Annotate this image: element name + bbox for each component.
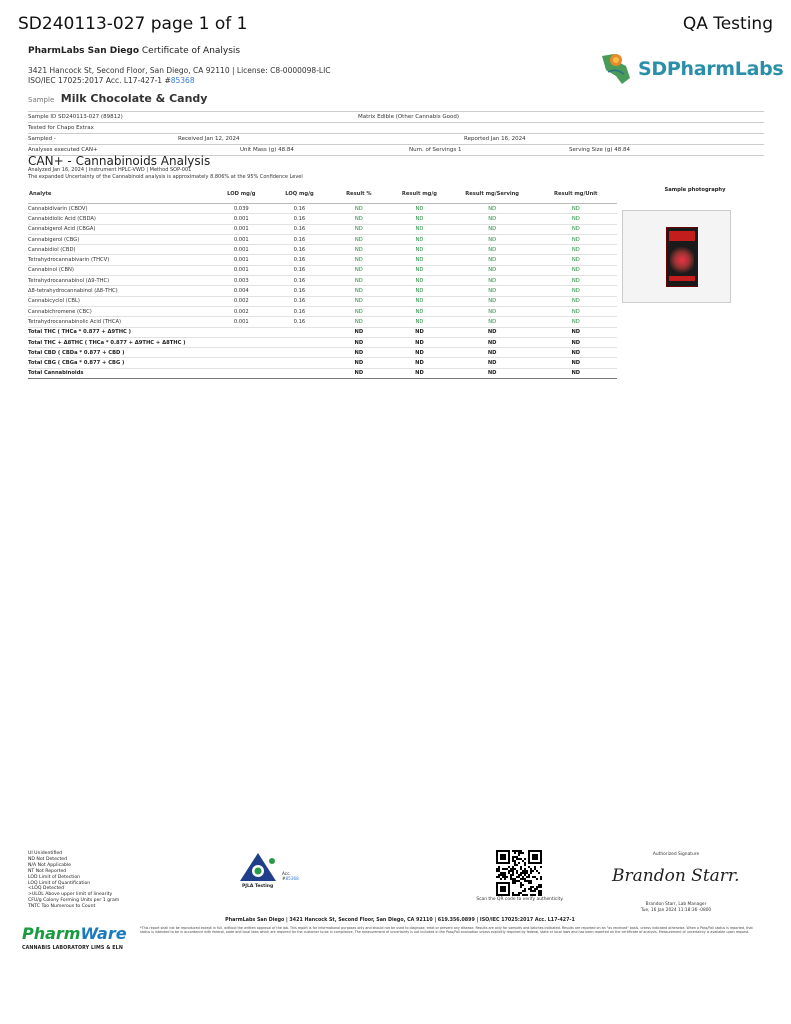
table-cell [270,327,328,337]
table-cell: ND [329,348,390,358]
table-cell: 0.16 [270,204,328,214]
table-cell: ND [389,337,450,347]
column-header: Result mg/g [389,185,450,204]
table-cell: ND [450,296,535,306]
signer-block [620,902,732,913]
table-cell: ND [329,224,390,234]
pharmware-logo [22,924,127,960]
table-cell [212,337,270,347]
analyte-name: Δ8-tetrahydrocannabinol (Δ8-THC) [28,286,212,296]
table-cell: ND [450,327,535,337]
table-cell: ND [389,358,450,368]
sample-metadata [28,111,764,156]
analyte-name: Cannabinol (CBN) [28,265,212,275]
lab-heading [28,46,240,56]
cannabinoids-table [28,185,617,379]
analyte-name: Cannabichromene (CBC) [28,306,212,316]
table-cell: ND [535,255,617,265]
pjla-logo [232,851,308,895]
table-cell: 0.001 [212,234,270,244]
total-name: Total Cannabinoids [28,368,212,378]
table-cell: ND [535,337,617,347]
table-cell: ND [329,255,390,265]
lab-name: PharmLabs San Diego [28,46,140,56]
table-cell: 0.16 [270,234,328,244]
table-cell: ND [450,214,535,224]
table-cell: 0.001 [212,214,270,224]
pjla-accreditation: Acc. #85368 [282,871,299,881]
analyte-name: Tetrahydrocannabinolic Acid (THCA) [28,317,212,327]
table-cell: 0.004 [212,286,270,296]
table-cell: 0.16 [270,306,328,316]
table-cell: ND [389,255,450,265]
table-cell: 0.001 [212,224,270,234]
table-cell: 0.001 [212,317,270,327]
table-row [28,214,617,224]
table-cell [212,348,270,358]
total-row [28,337,617,347]
table-cell: 0.001 [212,265,270,275]
lab-address: 3421 Hancock St, Second Floor, San Diego, CA 92110 | License: C8-0000098-LIC [28,66,331,75]
column-header: LOD mg/g [212,185,270,204]
table-cell: ND [450,276,535,286]
num-servings: Num. of Servings 1 [409,147,462,153]
received: Received Jan 12, 2024 [178,136,240,142]
table-cell: ND [389,348,450,358]
sample-label: Sample [28,96,55,104]
table-cell: ND [535,286,617,296]
table-row [28,234,617,244]
table-cell: ND [535,306,617,316]
table-row [28,276,617,286]
table-cell: 0.039 [212,204,270,214]
table-cell: ND [329,337,390,347]
legend-item: LOQ Limit of Quantification [28,880,91,886]
sdpharmlabs-logo [596,48,784,88]
table-cell: 0.16 [270,286,328,296]
table-row [28,317,617,327]
table-cell: ND [389,214,450,224]
table-cell: ND [329,245,390,255]
sample-name: Milk Chocolate & Candy [60,92,208,105]
table-cell: 0.16 [270,296,328,306]
table-cell: ND [450,224,535,234]
table-cell: ND [450,317,535,327]
table-cell: ND [535,296,617,306]
table-cell: ND [535,265,617,275]
legend-item: UI Unidentified [28,851,63,856]
product-box-image [666,227,698,287]
footer-disclaimer: *This report shall not be reproduced except in full, without the written approval of the lab. This report is for informational purposes only and should not be used to diagnose, treat or prevent any disease. Results are only for samples and batches indicated. Results are reported on an "as received" basis, unless indicated otherwise. When a Pass/Fail status is reported, that status is intended to be in accordance with federal, state and local laws which are required for the customer to be in compliance. The measurement of uncertainty is not included in the Pass/Fail evaluation unless explicitly required by federal, state or local laws and has been reported on the certificate of analysis. Measurement of uncertainty is available upon request. [140,926,753,934]
table-cell: 0.16 [270,245,328,255]
matrix: Matrix Edible (Other Cannabis Good) [358,114,460,120]
table-cell: ND [329,286,390,296]
table-cell: ND [389,286,450,296]
pjla-name: PJLA Testing [242,884,274,889]
table-cell: ND [450,255,535,265]
table-cell: ND [329,276,390,286]
table-cell: ND [535,276,617,286]
column-header: Result mg/Unit [535,185,617,204]
handwritten-signature: Brandon Starr. [612,866,740,886]
tested-for: Tested for Chapo Extrax [28,125,94,131]
table-cell: ND [389,317,450,327]
lab-address-block [28,66,331,86]
legend-item: LOD Limit of Detection [28,874,81,880]
table-cell: ND [389,276,450,286]
table-cell [270,348,328,358]
table-cell: ND [450,306,535,316]
pharmware-brand: PharmWare [22,924,127,943]
table-cell: ND [389,306,450,316]
california-leaf-icon [596,48,640,88]
column-header: LOQ mg/g [270,185,328,204]
table-cell: ND [329,306,390,316]
unit-mass: Unit Mass (g) 48.84 [240,147,294,153]
pjla-triangle-icon [232,851,282,885]
table-cell: 0.16 [270,224,328,234]
table-cell [270,358,328,368]
column-header: Result % [329,185,390,204]
table-cell: 0.16 [270,265,328,275]
total-row [28,327,617,337]
table-cell: ND [329,317,390,327]
table-cell [270,368,328,378]
table-cell: ND [450,368,535,378]
table-cell: ND [450,348,535,358]
coa-label: Certificate of Analysis [141,46,241,56]
analyte-name: Cannabicyclol (CBL) [28,296,212,306]
table-cell: ND [535,224,617,234]
table-cell: 0.16 [270,214,328,224]
table-cell: ND [389,327,450,337]
table-cell: ND [389,296,450,306]
total-row [28,368,617,378]
analyte-name: Cannabidiolic Acid (CBDA) [28,214,212,224]
total-row [28,348,617,358]
table-cell: ND [329,358,390,368]
table-cell: ND [329,204,390,214]
table-cell: 0.001 [212,255,270,265]
table-cell: 0.16 [270,255,328,265]
table-cell: ND [535,327,617,337]
analyte-name: Cannabigerol (CBG) [28,234,212,244]
table-cell: ND [450,245,535,255]
table-row [28,296,617,306]
qr-caption: Scan the QR code to verify authenticity. [476,897,564,902]
table-cell: ND [329,265,390,275]
table-cell: ND [535,234,617,244]
footer-address: PharmLabs San Diego | 3421 Hancock St, Second Floor, San Diego, CA 92110 | 619.356.0899 | ISO/IEC 17025:2017 Acc. L17-427-1 [225,918,575,923]
column-header: Result mg/Serving [450,185,535,204]
signer-name: Brandon Starr, Lab Manager [645,902,707,907]
legend-item: ND Not Detected [28,856,68,862]
table-cell: ND [389,368,450,378]
table-cell: ND [535,214,617,224]
logo-text: SDPharmLabs [638,58,784,80]
table-cell: ND [450,358,535,368]
sample-name-line [28,92,207,105]
table-cell: 0.16 [270,317,328,327]
total-row [28,358,617,368]
table-cell: ND [535,317,617,327]
table-row [28,224,617,234]
analyte-name: Cannabidiol (CBD) [28,245,212,255]
legend-item: N/A Not Applicable [28,862,71,868]
table-row [28,306,617,316]
analyte-name: Tetrahydrocannabivarin (THCV) [28,255,212,265]
table-cell: ND [450,265,535,275]
document-id: SD240113-027 page 1 of 1 [18,14,248,34]
table-cell: ND [329,214,390,224]
table-cell: ND [450,286,535,296]
table-row [28,255,617,265]
table-cell: ND [389,245,450,255]
sample-photo [622,210,731,303]
table-cell [212,368,270,378]
legend-item: <LOQ Detected [28,886,64,892]
table-row [28,286,617,296]
serving-size: Serving Size (g) 48.84 [569,147,630,153]
table-row [28,204,617,214]
table-cell: 0.16 [270,276,328,286]
legend-item: CFU/g Colony Forming Units per 1 gram [28,898,120,904]
table-row [28,245,617,255]
abbreviation-legend [28,851,119,910]
table-cell: ND [389,204,450,214]
analyses-executed: Analyses executed CAN+ [28,147,98,153]
table-cell: 0.003 [212,276,270,286]
table-cell: ND [329,327,390,337]
analysis-info: Analyzed Jan 16, 2024 | Instrument HPLC-VWD | Method SOP-001 [28,167,192,173]
legend-item: NT Not Reported [28,868,67,874]
table-cell: ND [535,204,617,214]
sample-id: Sample ID SD240113-027 (89812) [28,114,123,120]
qa-testing-label: QA Testing [682,14,773,34]
section-title: CAN+ - Cannabinoids Analysis [28,154,211,168]
iso-line: ISO/IEC 17025:2017 Acc. L17-427-1 #85368 [28,76,195,85]
table-cell: ND [535,348,617,358]
verification-qr-code[interactable] [496,850,542,896]
sample-photo-heading: Sample photography [664,187,726,193]
table-cell: ND [450,234,535,244]
total-name: Total THC ( THCa * 0.877 + Δ9THC ) [28,327,212,337]
table-cell [212,327,270,337]
uncertainty-note: The expanded Uncertainty of the Cannabinoid analysis is approximately 8.806% at the 95% Confidence Level [28,174,303,180]
section-subtitle [28,167,303,181]
analyte-name: Tetrahydrocannabinol (Δ9-THC) [28,276,212,286]
total-name: Total THC + Δ8THC ( THCa * 0.877 + Δ9THC + Δ8THC ) [28,337,212,347]
analyte-name: Cannabidivarin (CBDV) [28,204,212,214]
table-cell: 0.002 [212,296,270,306]
sampled: Sampled - [28,136,56,142]
reported: Reported Jan 16, 2024 [464,136,526,142]
table-cell: ND [450,204,535,214]
table-cell: ND [329,368,390,378]
table-cell: ND [535,368,617,378]
table-cell: ND [450,337,535,347]
table-cell [212,358,270,368]
table-cell: ND [389,234,450,244]
total-name: Total CBG ( CBGa * 0.877 + CBG ) [28,358,212,368]
table-cell: ND [535,245,617,255]
table-cell: 0.001 [212,245,270,255]
accreditation-link[interactable]: 85368 [170,76,195,85]
table-row [28,265,617,275]
analyte-name: Cannabigerol Acid (CBGA) [28,224,212,234]
signature-date: Tue, 16 Jan 2024 11:18:36 -0800 [640,907,712,913]
table-cell: 0.002 [212,306,270,316]
legend-item: >ULOL Above upper limit of linearity [28,892,113,898]
table-cell [270,337,328,347]
pharmware-tagline: CANNABIS LABORATORY LIMS & ELN [22,946,123,951]
table-cell: ND [535,358,617,368]
total-name: Total CBD ( CBDa * 0.877 + CBD ) [28,348,212,358]
legend-item: TNTC Too Numerous to Count [28,904,96,910]
table-cell: ND [329,234,390,244]
table-cell: ND [329,296,390,306]
authorized-signature-label: Authorized Signature [652,852,700,857]
column-header: Analyte [28,185,212,204]
table-cell: ND [389,224,450,234]
table-cell: ND [389,265,450,275]
